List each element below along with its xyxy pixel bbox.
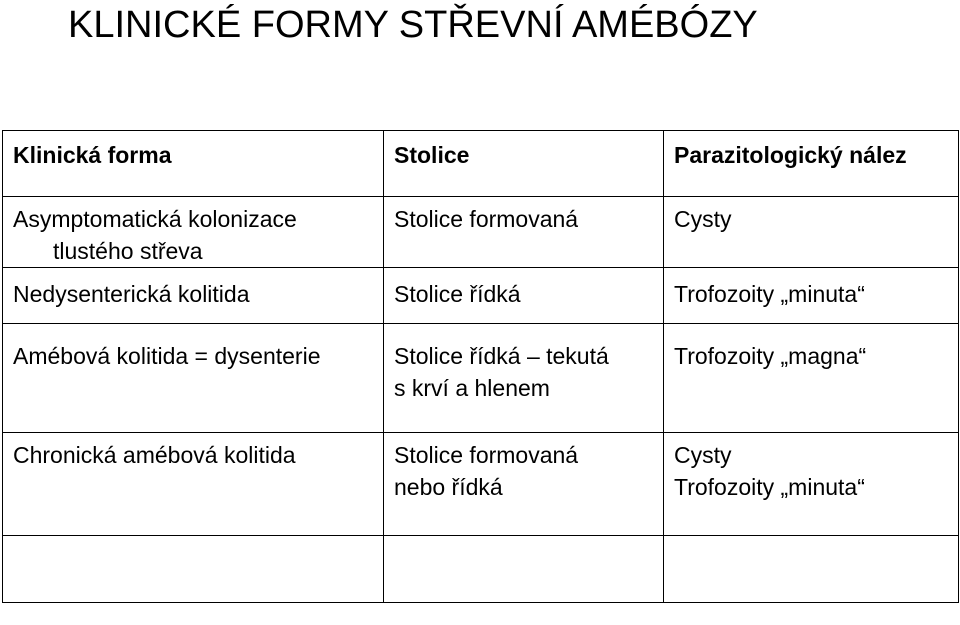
clinical-forms-table	[2, 130, 959, 603]
header-cell-stolice	[384, 131, 664, 197]
cell-text: Amébová kolitida = dysenterie	[13, 343, 321, 369]
cell-nalez	[664, 536, 959, 603]
header-label: Klinická forma	[13, 142, 172, 168]
cell-forma	[3, 433, 384, 536]
cell-text: Trofozoity „minuta“	[674, 474, 865, 500]
cell-text: Trofozoity „magna“	[674, 343, 867, 369]
cell-text: Chronická amébová kolitida	[13, 442, 296, 468]
cell-forma	[3, 324, 384, 433]
page-title: KLINICKÉ FORMY STŘEVNÍ AMÉBÓZY	[68, 4, 758, 46]
header-label: Stolice	[394, 142, 470, 168]
cell-forma	[3, 197, 384, 268]
header-cell-forma	[3, 131, 384, 197]
cell-stolice	[384, 197, 664, 268]
table-row	[3, 268, 959, 324]
cell-stolice	[384, 268, 664, 324]
table-header-row	[3, 131, 959, 197]
cell-stolice	[384, 324, 664, 433]
cell-text: Stolice formovaná	[394, 206, 579, 232]
cell-nalez	[664, 324, 959, 433]
table-row	[3, 197, 959, 268]
cell-stolice	[384, 433, 664, 536]
cell-text: Asymptomatická kolonizace	[13, 206, 297, 232]
cell-text: Trofozoity „minuta“	[674, 281, 865, 307]
cell-text: Stolice řídká – tekutá	[394, 343, 609, 369]
cell-text: Stolice formovaná	[394, 442, 579, 468]
cell-text: Stolice řídká	[394, 281, 521, 307]
cell-text: Nedysenterická kolitida	[13, 281, 250, 307]
cell-nalez	[664, 197, 959, 268]
table-row	[3, 536, 959, 603]
cell-text: s krví a hlenem	[394, 375, 550, 401]
header-cell-nalez	[664, 131, 959, 197]
cell-text: tlustého střeva	[53, 238, 203, 264]
table-row	[3, 433, 959, 536]
cell-text: nebo řídká	[394, 474, 503, 500]
cell-nalez	[664, 268, 959, 324]
cell-forma	[3, 268, 384, 324]
table-row	[3, 324, 959, 433]
cell-text: Cysty	[674, 206, 732, 232]
header-label: Parazitologický nález	[674, 142, 907, 168]
cell-nalez	[664, 433, 959, 536]
cell-forma	[3, 536, 384, 603]
cell-stolice	[384, 536, 664, 603]
cell-text: Cysty	[674, 442, 732, 468]
